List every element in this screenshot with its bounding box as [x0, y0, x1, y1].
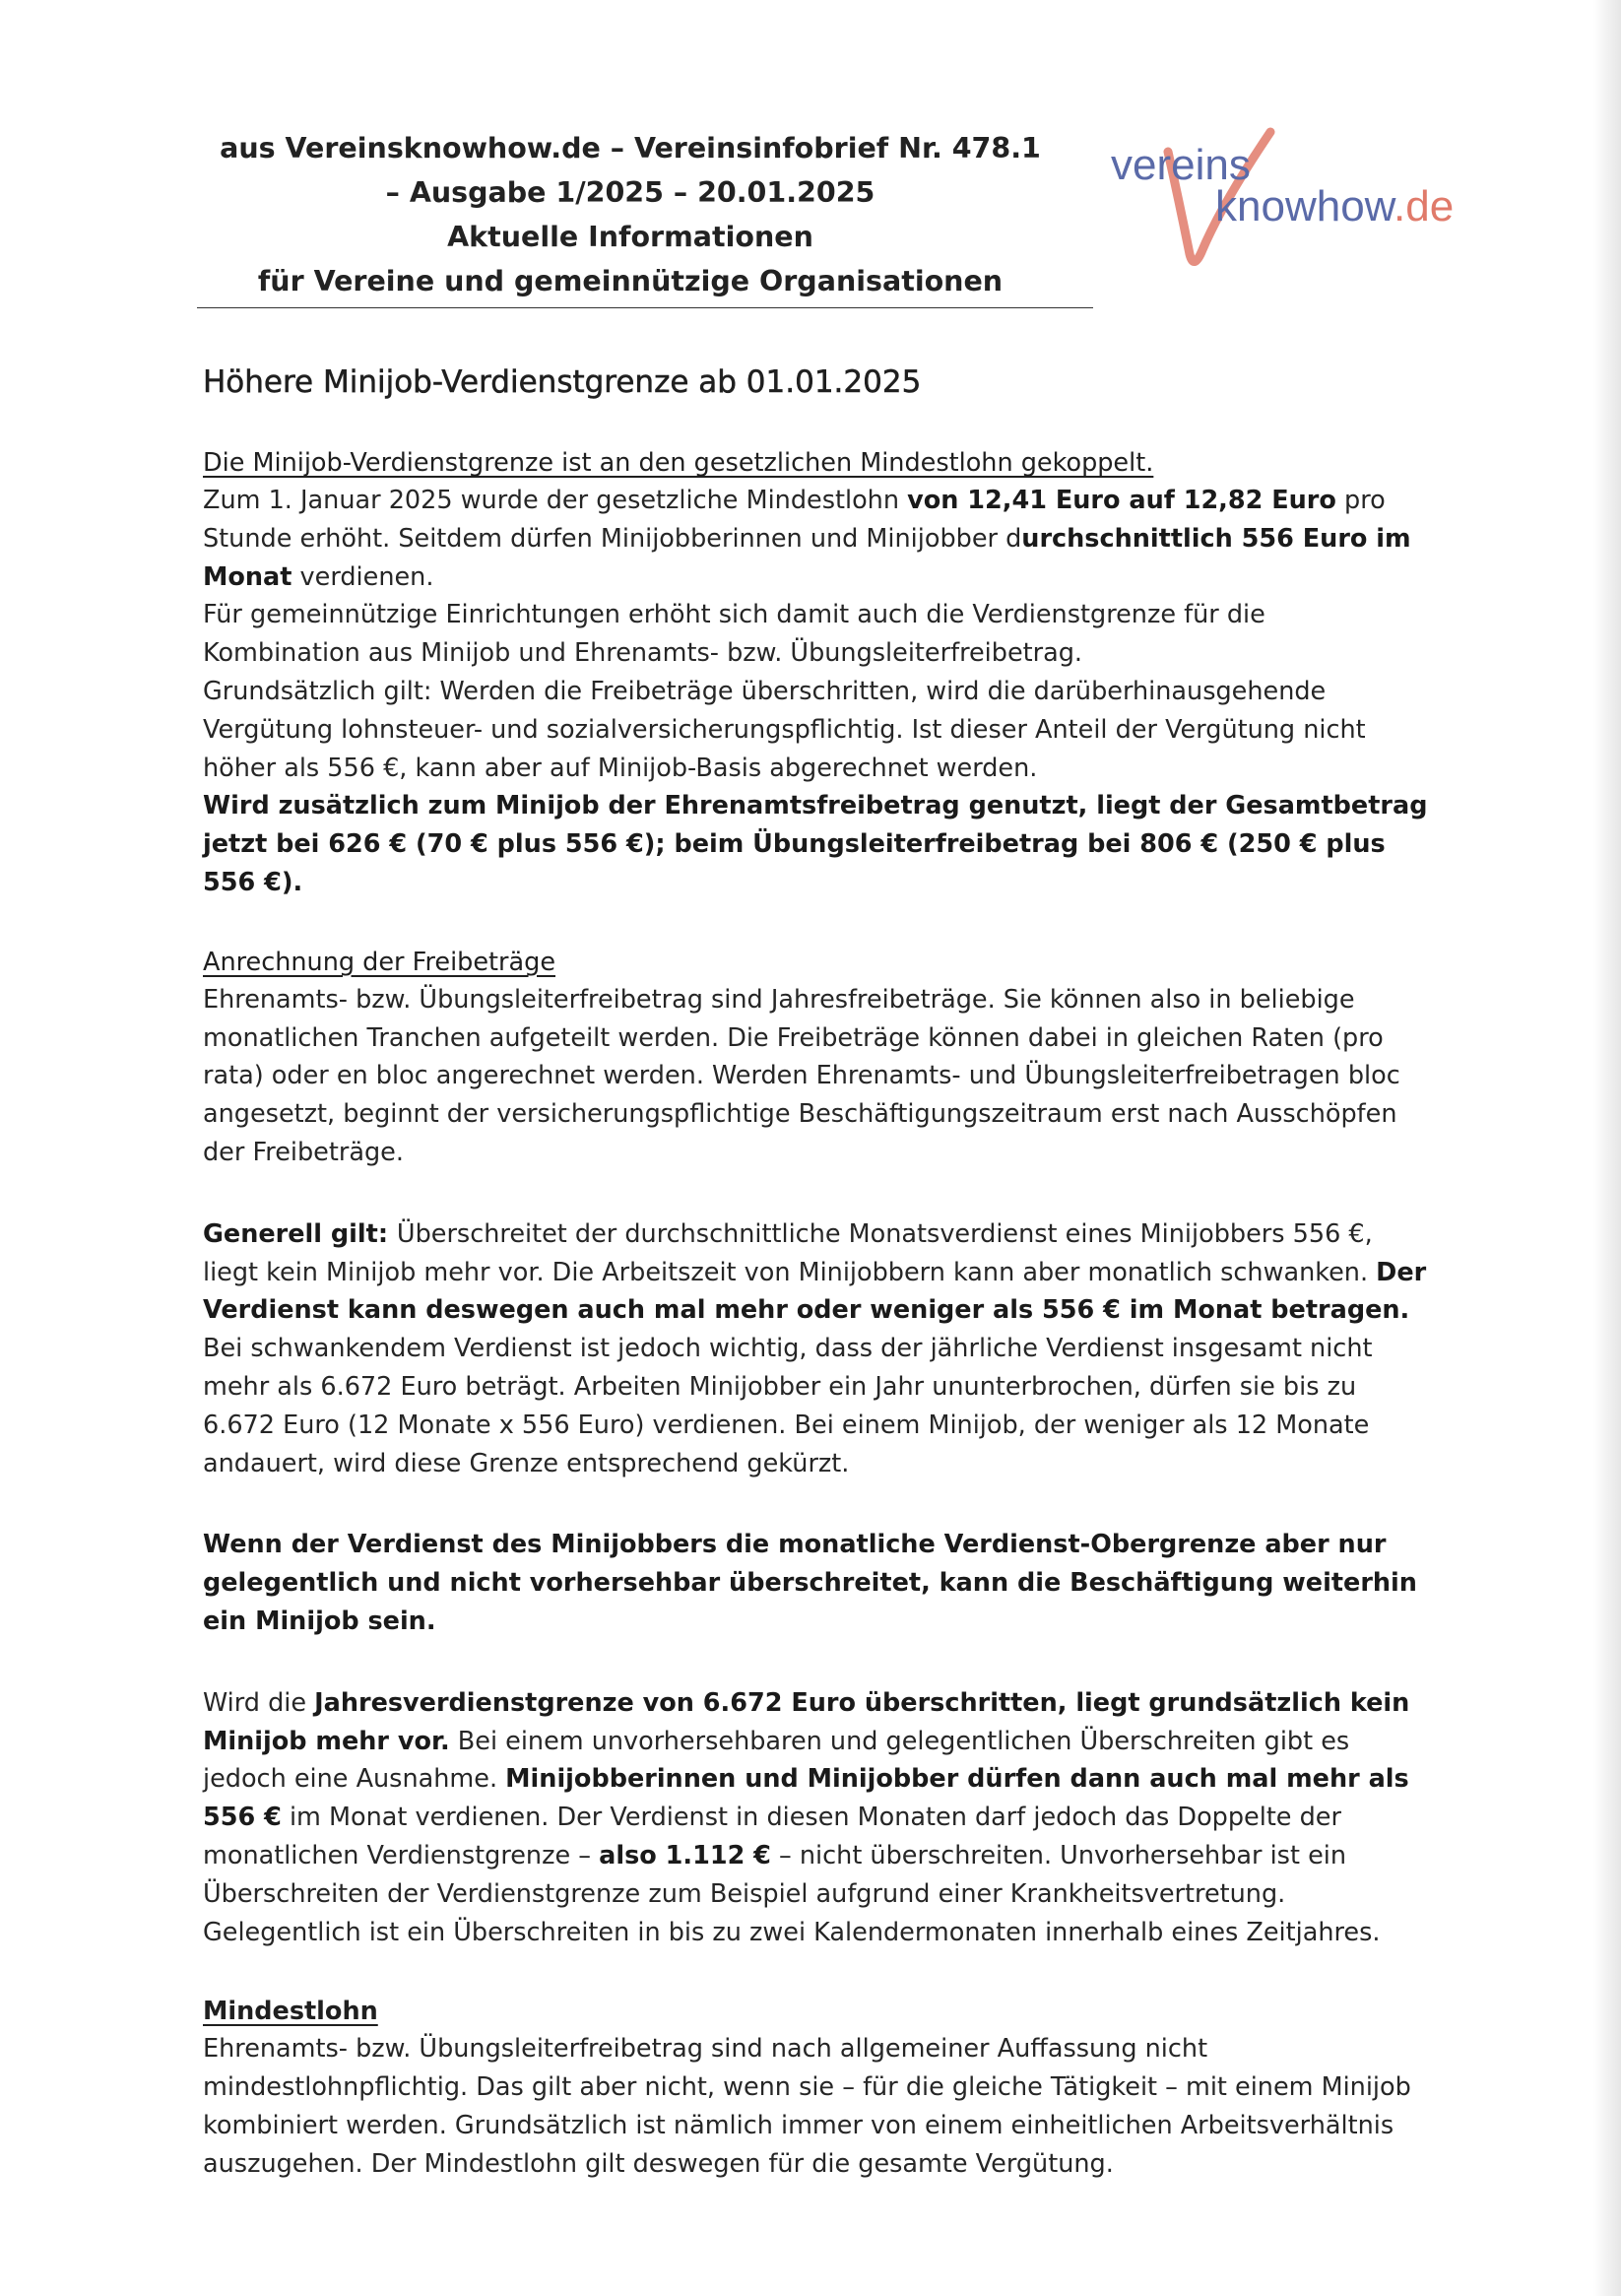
gelegentlich-paragraph — [203, 1526, 1429, 1640]
logo-word-knowhow-text: knowhow — [1215, 182, 1394, 230]
svg-text:knowhow.de — [1215, 182, 1454, 230]
spacer — [203, 902, 1429, 944]
intro-p1-text-c: pro Stunde erhöht. Seitdem dürfen Minijobberinnen und Minijobber d — [203, 486, 1386, 554]
header-divider — [197, 307, 1093, 308]
anrechnung-heading: Anrechnung der Freibeträge — [203, 947, 556, 977]
logo-graphic — [1111, 126, 1455, 284]
generell-lead: Generell gilt: — [203, 1218, 397, 1249]
jahresgrenze-bold-b: Jahresverdienstgrenze von 6.672 Euro überschritten, liegt grundsätzlich kein Minijob mehr vor. — [203, 1687, 1410, 1756]
generell-text-a: Überschreitet der durchschnittliche Monatsverdienst eines Minijobbers 556 €, liegt kein Minijob mehr vor. Die Arbeitszeit von Minijobbern kann aber monatlich schwanken. — [203, 1218, 1377, 1287]
logo-word-vereins: vereins — [1111, 141, 1251, 189]
spacer — [203, 1641, 1429, 1684]
article — [203, 360, 1429, 2183]
generell-paragraph — [203, 1215, 1429, 1483]
intro-paragraph-1 — [203, 482, 1429, 596]
gelegentlich-bold: Wenn der Verdienst des Minijobbers die monatliche Verdienst-Obergrenze aber nur gelegentlich und nicht vorhersehbar überschreitet, kann die Beschäftigung weiterhin ein Minijob sein. — [203, 1530, 1417, 1636]
header-text — [197, 126, 1064, 303]
jahresgrenze-text-c: Bei einem unvorhersehbaren und gelegentlichen Überschreiten gibt es jedoch eine Ausnahme. — [203, 1726, 1350, 1795]
scan-edge — [1593, 0, 1621, 2296]
intro-p1-bold-wage: von 12,41 Euro auf 12,82 Euro — [907, 486, 1336, 515]
mindestlohn-heading: Mindestlohn — [203, 1997, 378, 2027]
jahresgrenze-bold-d: Minijobberinnen und Minijobber dürfen dann auch mal mehr als 556 € — [203, 1764, 1409, 1833]
jahresgrenze-paragraph — [203, 1684, 1429, 1952]
intro-p4-bold: Wird zusätzlich zum Minijob der Ehrenamtsfreibetrag genutzt, liegt der Gesamtbetrag jetzt bei 626 € (70 € plus 556 €); beim Übungsleiterfreibetrag bei 806 € (250 € plus 556 €). — [203, 791, 1428, 897]
header-line-1: aus Vereinsknowhow.de – Vereinsinfobrief Nr. 478.1 — [220, 132, 1041, 164]
header-line-4: für Vereine und gemeinnützige Organisationen — [257, 265, 1004, 297]
article-title: Höhere Minijob-Verdienstgrenze ab 01.01.2025 — [203, 364, 922, 400]
intro-p1-bold-limit: urchschnittlich 556 Euro im Monat — [203, 523, 1411, 592]
logo-word-knowhow — [1215, 182, 1454, 230]
intro-paragraph-4 — [203, 787, 1429, 901]
anrechnung-paragraph: Ehrenamts- bzw. Übungsleiterfreibetrag sind Jahresfreibeträge. Sie können also in beliebige monatlichen Tranchen aufgeteilt werden. Die Freibeträge können dabei in gleichen Raten (pro rata) oder en bloc angerechnet werden. Werden Ehrenamts- und Übungsleiterfreibetragen bloc angesetzt, beginnt der versicherungspflichtige Beschäftigungszeitraum erst nach Ausschöpfen der Freibeträge. — [203, 984, 1400, 1167]
logo-word-de: .de — [1394, 182, 1455, 230]
mindestlohn-paragraph: Ehrenamts- bzw. Übungsleiterfreibetrag sind nach allgemeiner Auffassung nicht mindestlohnpflichtig. Das gilt aber nicht, wenn sie – für die gleiche Tätigkeit – mit einem Minijob kombiniert werden. Grundsätzlich ist nämlich immer von einem einheitlichen Arbeitsverhältnis auszugehen. Der Mindestlohn gilt deswegen für die gesamte Vergütung. — [203, 2034, 1411, 2179]
intro-heading: Die Minijob-Verdienstgrenze ist an den gesetzlichen Mindestlohn gekoppelt. — [203, 448, 1154, 478]
jahresgrenze-text-a: Wird die — [203, 1687, 315, 1718]
spacer — [203, 1482, 1429, 1526]
generell-text-c: Bei schwankendem Verdienst ist jedoch wichtig, dass der jährliche Verdienst insgesamt nicht mehr als 6.672 Euro beträgt. Arbeiten Minijobber ein Jahr ununterbrochen, dürfen sie bis zu 6.672 Euro (12 Monate x 556 Euro) verdienen. Bei einem Minijob, der weniger als 12 Monate andauert, wird diese Grenze entsprechend gekürzt. — [203, 1334, 1373, 1478]
jahresgrenze-bold-f: also 1.112 € — [599, 1840, 771, 1870]
jahresgrenze-text-g: – nicht überschreiten. Unvorhersehbar ist ein Überschreiten der Verdienstgrenze zum Beispiel aufgrund einer Krankheitsvertretung. Gelegentlich ist ein Überschreiten in bis zu zwei Kalendermonaten innerhalb eines Zeitjahres. — [203, 1840, 1381, 1947]
intro-paragraph-2: Für gemeinnützige Einrichtungen erhöht sich damit auch die Verdienstgrenze für die Kombination aus Minijob und Ehrenamts- bzw. Übungsleiterfreibetrag. — [203, 600, 1265, 669]
newsletter-header — [197, 126, 1093, 313]
generell-bold: Der Verdienst kann deswegen auch mal mehr oder weniger als 556 € im Monat betragen. — [203, 1257, 1427, 1326]
intro-paragraph-3: Grundsätzlich gilt: Werden die Freibeträge überschritten, wird die darüberhinausgehende Vergütung lohnsteuer- und sozialversicherungspflichtig. Ist dieser Anteil der Vergütung nicht höher als 556 €, kann aber auf Minijob-Basis abgerechnet werden. — [203, 676, 1366, 783]
header-line-3: Aktuelle Informationen — [447, 221, 813, 253]
intro-p1-text-e: verdienen. — [292, 561, 434, 592]
jahresgrenze-text-e: im Monat verdienen. Der Verdienst in diesen Monaten darf jedoch das Doppelte der monatlichen Verdienstgrenze – — [203, 1803, 1341, 1870]
intro-p1-text-a: Zum 1. Januar 2025 wurde der gesetzliche Mindestlohn — [203, 486, 908, 515]
vereinsknowhow-logo — [1111, 126, 1455, 284]
spacer — [203, 1951, 1429, 1993]
spacer — [203, 1172, 1429, 1215]
header-line-2: – Ausgabe 1/2025 – 20.01.2025 — [385, 176, 875, 209]
